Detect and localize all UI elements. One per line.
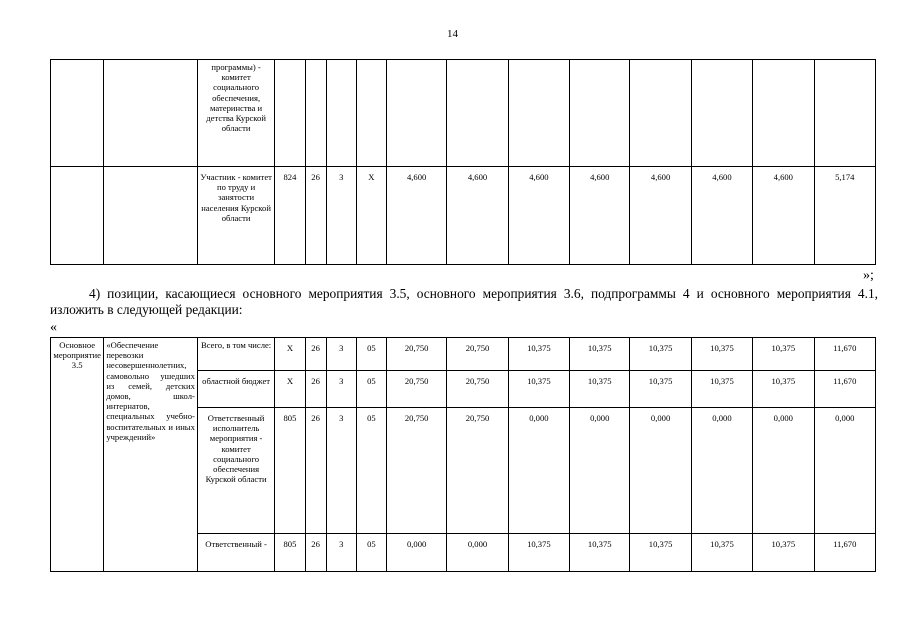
value-cell: 05	[356, 371, 386, 408]
value-cell: 26	[305, 534, 326, 572]
value-cell: 10,375	[570, 534, 630, 572]
participant-cell: Участник - комитет по труду и занятости населения Курской области	[197, 167, 274, 265]
closing-quote: »;	[863, 268, 874, 283]
value-cell: Х	[275, 371, 305, 408]
value-cell: 05	[356, 534, 386, 572]
value-cell: 10,375	[570, 338, 630, 371]
value-cell: 3	[326, 371, 356, 408]
value-cell: 805	[275, 534, 305, 572]
value-cell: 26	[305, 371, 326, 408]
value-cell	[691, 60, 752, 167]
value-cell	[630, 60, 691, 167]
value-cell: 0,000	[753, 408, 814, 534]
value-cell: 4,600	[691, 167, 752, 265]
value-cell: 10,375	[508, 338, 569, 371]
value-cell: 20,750	[386, 371, 446, 408]
value-cell: 3	[326, 408, 356, 534]
name-cell: «Обеспечение перевозки несовершеннолетних, самовольно ушедших из семей, детских домов, школ-интернатов, специальных учебно-воспитательных и иных учреждений»	[104, 338, 198, 572]
value-cell: 3	[326, 534, 356, 572]
value-cell: 3	[326, 338, 356, 371]
value-cell: 10,375	[630, 534, 691, 572]
value-cell: 0,000	[814, 408, 876, 534]
participant-cell: Ответственный -	[197, 534, 274, 572]
name-cell	[104, 60, 198, 167]
value-cell: 20,750	[386, 408, 446, 534]
value-cell: 4,600	[630, 167, 691, 265]
value-cell	[753, 60, 814, 167]
participant-cell: Ответственный исполнитель мероприятия - комитет социального обеспечения Курской области	[197, 408, 274, 534]
value-cell	[508, 60, 569, 167]
value-cell: 824	[275, 167, 305, 265]
value-cell: 10,375	[753, 534, 814, 572]
value-cell: 26	[305, 167, 326, 265]
value-cell: 0,000	[386, 534, 446, 572]
table-new-edition	[50, 337, 876, 572]
value-cell: 26	[305, 408, 326, 534]
value-cell: 10,375	[753, 371, 814, 408]
opening-quote: «	[50, 320, 57, 335]
value-cell: 10,375	[691, 338, 752, 371]
value-cell: 11,670	[814, 338, 876, 371]
value-cell	[814, 60, 876, 167]
value-cell: 3	[326, 167, 356, 265]
value-cell: 11,670	[814, 371, 876, 408]
value-cell: 0,000	[508, 408, 569, 534]
value-cell: Х	[275, 338, 305, 371]
status-cell	[51, 167, 104, 265]
table-row	[51, 167, 876, 265]
status-cell: Основное мероприятие 3.5	[51, 338, 104, 572]
table-row	[51, 60, 876, 167]
value-cell	[447, 60, 508, 167]
value-cell	[326, 60, 356, 167]
value-cell: 20,750	[447, 371, 508, 408]
value-cell: 05	[356, 408, 386, 534]
value-cell: 10,375	[570, 371, 630, 408]
value-cell: 20,750	[386, 338, 446, 371]
value-cell: 20,750	[447, 338, 508, 371]
page-number: 14	[447, 28, 458, 40]
value-cell: 10,375	[691, 534, 752, 572]
value-cell: 4,600	[508, 167, 569, 265]
value-cell: 20,750	[447, 408, 508, 534]
value-cell: 4,600	[447, 167, 508, 265]
value-cell: 10,375	[508, 534, 569, 572]
participant-cell: областной бюджет	[197, 371, 274, 408]
value-cell: 4,600	[570, 167, 630, 265]
value-cell: 0,000	[691, 408, 752, 534]
participant-cell: программы) - комитет социального обеспечения, материнства и детства Курской области	[197, 60, 274, 167]
value-cell	[570, 60, 630, 167]
value-cell: 10,375	[630, 338, 691, 371]
value-cell	[356, 60, 386, 167]
status-cell	[51, 60, 104, 167]
value-cell: 10,375	[753, 338, 814, 371]
value-cell: 4,600	[753, 167, 814, 265]
value-cell: 05	[356, 338, 386, 371]
value-cell: 4,600	[386, 167, 446, 265]
participant-cell: Всего, в том числе:	[197, 338, 274, 371]
name-cell	[104, 167, 198, 265]
amendment-paragraph: 4) позиции, касающиеся основного мероприятия 3.5, основного мероприятия 3.6, подпрограммы 4 и основного мероприятия 4.1, изложить в следующей редакции:	[50, 286, 878, 317]
table-row	[51, 338, 876, 371]
value-cell: 805	[275, 408, 305, 534]
value-cell	[275, 60, 305, 167]
value-cell: 11,670	[814, 534, 876, 572]
value-cell: 0,000	[630, 408, 691, 534]
value-cell: 0,000	[570, 408, 630, 534]
table-continuation	[50, 59, 876, 265]
value-cell: Х	[356, 167, 386, 265]
value-cell: 26	[305, 338, 326, 371]
value-cell: 0,000	[447, 534, 508, 572]
value-cell	[305, 60, 326, 167]
value-cell	[386, 60, 446, 167]
value-cell: 5,174	[814, 167, 876, 265]
value-cell: 10,375	[508, 371, 569, 408]
value-cell: 10,375	[691, 371, 752, 408]
value-cell: 10,375	[630, 371, 691, 408]
